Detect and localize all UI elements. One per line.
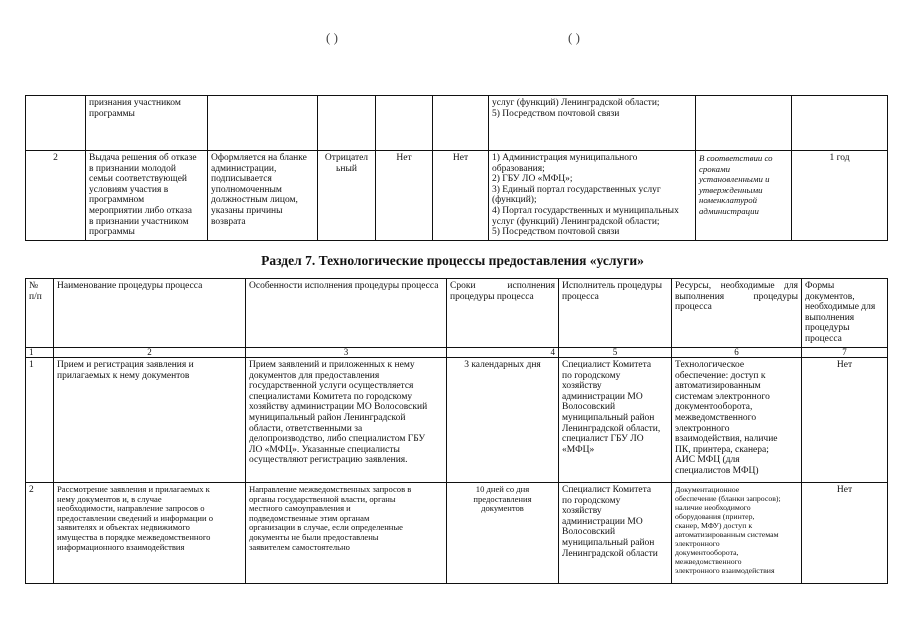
header-forms: Формы документов, необходимые для выполнения процедуры процесса <box>802 279 888 348</box>
cell-c7: услуг (функций) Ленинградской области; 5) Посредством почтовой связи <box>489 96 696 151</box>
cell-resources: Документационное обеспечение (бланки запросов); наличие необходимого оборудования (принтер, сканер, МФУ) доступ к автоматизированным системам электронного документооборота, межведомственного электронного взаимодействия <box>672 483 802 584</box>
cell-c3: Оформляется на бланке администрации, подписывается уполномоченным должностным лицом, указаны причины возврата <box>208 151 318 241</box>
cell-c3 <box>208 96 318 151</box>
cell-num <box>26 96 86 151</box>
cell-c8: В соответствии со сроками установленными и утвержденными номенклатурой администрации <box>696 151 792 241</box>
cell-c9: 1 год <box>792 151 888 241</box>
table-row <box>26 151 888 241</box>
scan-mark-right: ( ) <box>568 30 580 45</box>
cell-name: Выдача решения об отказе в признании молодой семьи соответствующей условиям участия в программном мероприятии либо отказа в признании участником программы <box>86 151 208 241</box>
table-header-row <box>26 279 888 348</box>
cell-c5 <box>376 96 433 151</box>
cell-c9 <box>792 96 888 151</box>
cell-executor: Специалист Комитета по городскому хозяйству администрации МО Волосовский муниципальный район Ленинградской области <box>559 483 672 584</box>
cell-term: 10 дней со дня предоставления документов <box>447 483 559 584</box>
cell-name: признания участником программы <box>86 96 208 151</box>
cell-forms: Нет <box>802 483 888 584</box>
scan-mark-left: ( ) <box>326 30 338 45</box>
cell-c6 <box>433 96 489 151</box>
cell-name: Рассмотрение заявления и прилагаемых к нему документов и, в случае необходимости, направление запросов о предоставлении сведений и информации о заявителях и объектах недвижимого имущества в порядке межведомственного информационного взаимодействия <box>54 483 246 584</box>
cell-num: 2 <box>26 483 54 584</box>
colnum-2: 2 <box>54 348 246 358</box>
header-term: Сроки исполнения процедуры процесса <box>447 279 559 348</box>
table-number-row <box>26 348 888 358</box>
colnum-6: 6 <box>672 348 802 358</box>
colnum-3: 3 <box>246 348 447 358</box>
cell-features: Направление межведомственных запросов в органы государственной власти, органы местного самоуправления и подведомственные этим органам организации в случае, если определенные документы не были предоставлены заявителем самостоятельно <box>246 483 447 584</box>
colnum-5: 5 <box>559 348 672 358</box>
table-row <box>26 483 888 584</box>
cell-resources: Технологическое обеспечение: доступ к автоматизированным системам электронного документооборота, межведомственного электронного взаимодействия, наличие ПК, принтера, сканера; АИС МФЦ (для специалистов МФЦ) <box>672 358 802 483</box>
table-row <box>26 358 888 483</box>
table-row <box>26 96 888 151</box>
header-resources: Ресурсы, необходимые для выполнения процедуры процесса <box>672 279 802 348</box>
cell-forms: Нет <box>802 358 888 483</box>
table-processes <box>25 278 888 584</box>
cell-num: 1 <box>26 358 54 483</box>
cell-c6: Нет <box>433 151 489 241</box>
colnum-7: 7 <box>802 348 888 358</box>
table-top-continued <box>25 95 888 241</box>
cell-name: Прием и регистрация заявления и прилагаемых к нему документов <box>54 358 246 483</box>
cell-c7: 1) Администрация муниципального образования; 2) ГБУ ЛО «МФЦ»; 3) Единый портал государственных услуг (функций); 4) Портал государственных и муниципальных услуг (функций) Ленинградской области; 5) Посредством почтовой связи <box>489 151 696 241</box>
cell-c4 <box>318 96 376 151</box>
header-num: № п/п <box>26 279 54 348</box>
header-executor: Исполнитель процедуры процесса <box>559 279 672 348</box>
header-name: Наименование процедуры процесса <box>54 279 246 348</box>
colnum-4: 4 <box>447 348 559 358</box>
header-features: Особенности исполнения процедуры процесса <box>246 279 447 348</box>
cell-executor: Специалист Комитета по городскому хозяйству администрации МО Волосовский муниципальный район Ленинградской области, специалист ГБУ ЛО «МФЦ» <box>559 358 672 483</box>
cell-c5: Нет <box>376 151 433 241</box>
cell-c8 <box>696 96 792 151</box>
colnum-1: 1 <box>26 348 54 358</box>
cell-c4: Отрицател ьный <box>318 151 376 241</box>
cell-features: Прием заявлений и приложенных к нему документов для предоставления государственной услуги осуществляется специалистами Комитета по городскому хозяйству администрации МО Волосовский муниципальный район Ленинградской области, ответственными за делопроизводство, либо специалистом ГБУ ЛО «МФЦ». Указанные специалисты осуществляют регистрацию заявления. <box>246 358 447 483</box>
cell-num: 2 <box>26 151 86 241</box>
cell-term: 3 календарных дня <box>447 358 559 483</box>
section-title: Раздел 7. Технологические процессы предоставления «услуги» <box>261 253 644 268</box>
